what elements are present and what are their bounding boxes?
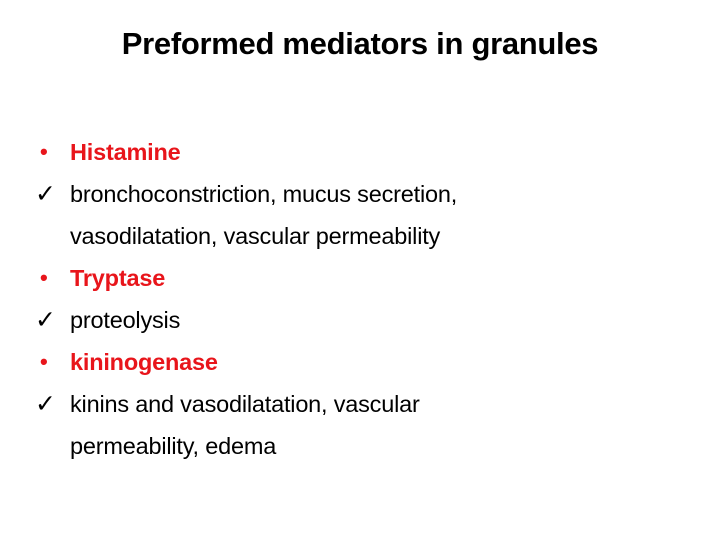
slide-title: Preformed mediators in granules	[121, 26, 599, 61]
list-item-text-line: bronchoconstriction, mucus secretion,	[70, 181, 458, 207]
checkmark-icon: ✓	[35, 180, 56, 208]
bullet-dot-icon: •	[40, 265, 48, 290]
list-item-text-line: vasodilatation, vascular permeability	[70, 223, 441, 249]
list-item-kininogenase-effects	[34, 383, 694, 467]
bullet-dot-icon: •	[40, 349, 48, 374]
bullet-dot-icon: •	[40, 139, 48, 164]
list-item-text-line: permeability, edema	[70, 433, 277, 459]
list-item-tryptase-effects	[34, 299, 694, 341]
list-item-label: kininogenase	[70, 349, 218, 375]
list-item-tryptase	[34, 257, 694, 299]
checkmark-icon: ✓	[35, 390, 56, 418]
list-item-histamine-effects	[34, 173, 694, 257]
list-item-label: Histamine	[70, 139, 181, 165]
list-item-text-line: kinins and vasodilatation, vascular	[70, 391, 420, 417]
list-item-kininogenase	[34, 341, 694, 383]
checkmark-icon: ✓	[35, 306, 56, 334]
list-item-histamine	[34, 131, 694, 173]
mediator-list	[34, 131, 694, 467]
list-item-label: Tryptase	[70, 265, 166, 291]
list-item-text: proteolysis	[70, 307, 181, 333]
